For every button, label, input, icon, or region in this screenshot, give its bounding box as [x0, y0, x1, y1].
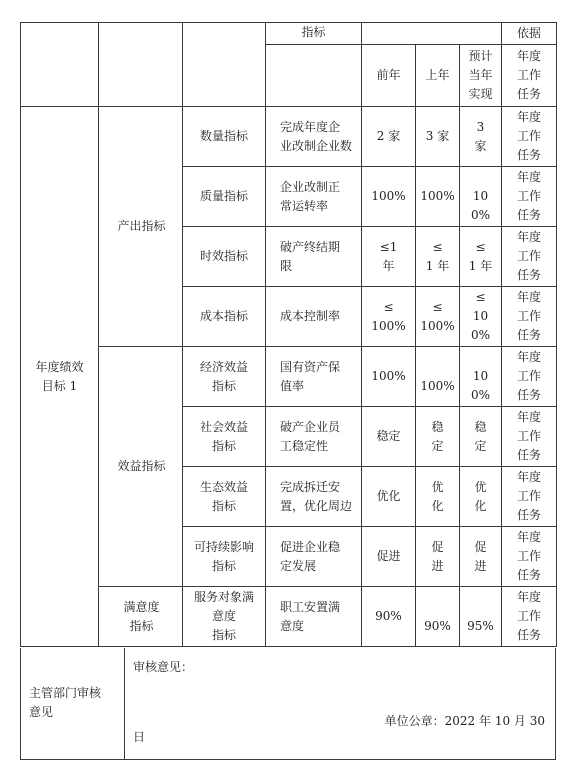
level3-indicator: 可持续影响 指标	[183, 527, 266, 587]
review-section	[20, 648, 556, 760]
value-estimate: 100%	[460, 347, 502, 407]
level3-indicator: 数量指标	[183, 107, 266, 167]
indicator-description: 完成拆迁安 置，优化周边	[266, 467, 362, 527]
value-estimate: 稳 定	[460, 407, 502, 467]
performance-table	[20, 22, 556, 647]
indicator-description: 职工安置满 意度	[266, 587, 362, 647]
value-prev-year: 优化	[362, 467, 416, 527]
indicator-description: 促进企业稳 定发展	[266, 527, 362, 587]
value-estimate: 100%	[460, 167, 502, 227]
value-last-year: ≤ 100%	[416, 287, 460, 347]
value-prev-year: 90%	[362, 587, 416, 647]
level3-indicator: 生态效益 指标	[183, 467, 266, 527]
value-estimate: ≤ 100%	[460, 287, 502, 347]
basis-annual-task: 年度 工作 任务	[502, 107, 557, 167]
indicator-description: 成本控制率	[266, 287, 362, 347]
indicator-description: 完成年度企 业改制企业数	[266, 107, 362, 167]
value-last-year: 90%	[416, 587, 460, 647]
value-last-year: 3 家	[416, 107, 460, 167]
value-estimate: 优 化	[460, 467, 502, 527]
review-opinion-label: 审核意见：	[133, 660, 194, 674]
header-blank-5	[266, 45, 362, 107]
value-prev-year: 促进	[362, 527, 416, 587]
value-prev-year: 2 家	[362, 107, 416, 167]
seal-day: 日	[133, 730, 146, 744]
dept-review-label: 主管部门审核 意见	[21, 648, 125, 759]
header-blank-1	[21, 23, 99, 107]
value-estimate: ≤ 1 年	[460, 227, 502, 287]
header-blank-3	[183, 23, 266, 107]
value-last-year: 优 化	[416, 467, 460, 527]
indicator-description: 企业改制正 常运转率	[266, 167, 362, 227]
indicator-row	[21, 347, 557, 407]
value-estimate: 3 家	[460, 107, 502, 167]
col-annual-task: 年度 工作 任务	[502, 45, 557, 107]
level3-indicator: 质量指标	[183, 167, 266, 227]
basis-annual-task: 年度 工作 任务	[502, 167, 557, 227]
basis-annual-task: 年度 工作 任务	[502, 347, 557, 407]
level3-indicator: 成本指标	[183, 287, 266, 347]
level2-indicator: 产出指标	[99, 107, 183, 347]
header-blank-4	[362, 23, 502, 45]
value-prev-year: 100%	[362, 167, 416, 227]
level3-indicator: 时效指标	[183, 227, 266, 287]
basis-annual-task: 年度 工作 任务	[502, 227, 557, 287]
level3-indicator: 服务对象满 意度 指标	[183, 587, 266, 647]
header-basis: 依据	[502, 23, 557, 45]
value-last-year: 稳 定	[416, 407, 460, 467]
header-indicator: 指标	[266, 23, 362, 45]
basis-annual-task: 年度 工作 任务	[502, 527, 557, 587]
value-prev-year: 稳定	[362, 407, 416, 467]
value-prev-year: ≤ 100%	[362, 287, 416, 347]
basis-annual-task: 年度 工作 任务	[502, 467, 557, 527]
value-prev-year: 100%	[362, 347, 416, 407]
indicator-row	[21, 107, 557, 167]
basis-annual-task: 年度 工作 任务	[502, 407, 557, 467]
header-row-1	[21, 23, 557, 45]
basis-annual-task: 年度 工作 任务	[502, 287, 557, 347]
col-prev-year: 前年	[362, 45, 416, 107]
value-last-year: 促 进	[416, 527, 460, 587]
header-blank-2	[99, 23, 183, 107]
value-estimate: 促 进	[460, 527, 502, 587]
value-estimate: 95%	[460, 587, 502, 647]
indicator-description: 破产企业员 工稳定性	[266, 407, 362, 467]
seal-date: 单位公章：2022 年 10 月 30	[384, 714, 545, 728]
indicator-row	[21, 587, 557, 647]
goal-label: 年度绩效 目标 1	[21, 107, 99, 647]
indicator-description: 国有资产保 值率	[266, 347, 362, 407]
value-last-year: 100%	[416, 167, 460, 227]
col-last-year: 上年	[416, 45, 460, 107]
level3-indicator: 经济效益 指标	[183, 347, 266, 407]
col-estimate: 预计 当年 实现	[460, 45, 502, 107]
level3-indicator: 社会效益 指标	[183, 407, 266, 467]
indicator-description: 破产终结期 限	[266, 227, 362, 287]
value-last-year: ≤ 1 年	[416, 227, 460, 287]
level2-indicator: 效益指标	[99, 347, 183, 587]
basis-annual-task: 年度 工作 任务	[502, 587, 557, 647]
value-prev-year: ≤1 年	[362, 227, 416, 287]
level2-indicator: 满意度 指标	[99, 587, 183, 647]
value-last-year: 100%	[416, 347, 460, 407]
